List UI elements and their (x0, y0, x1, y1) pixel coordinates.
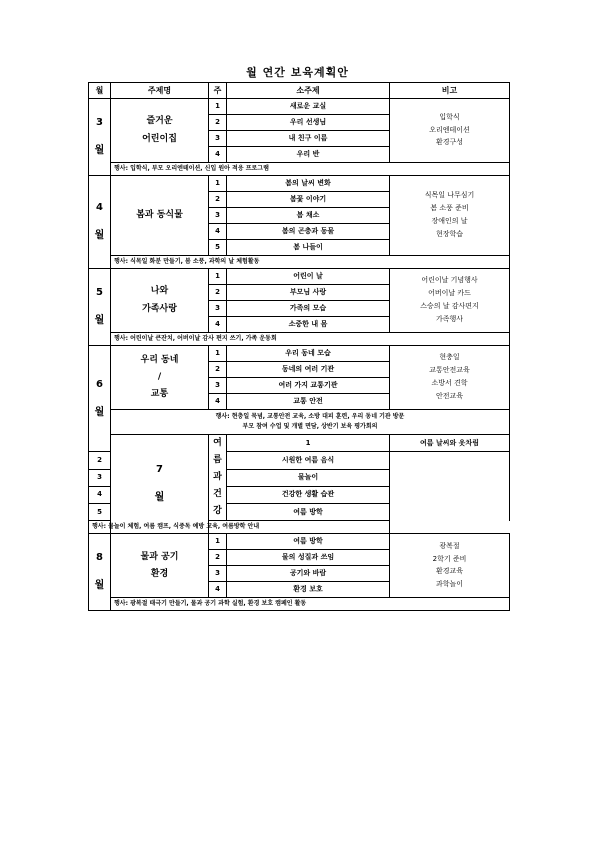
header-row (89, 83, 510, 99)
event-text: 행사: 물놀이 체험, 여름 캠프, 식중독 예방 교육, 여름방학 안내 (92, 523, 260, 531)
note-text: 어버이날 카드 (428, 289, 471, 298)
topic-cell: 교통 안전 (227, 394, 390, 410)
topic-cell: 우리 동네 모습 (227, 346, 390, 362)
month-cell (111, 435, 209, 534)
note-cell (390, 346, 510, 410)
note-text: 광복절 (439, 541, 460, 550)
week-number: 3 (209, 208, 227, 224)
week-number: 3 (209, 131, 227, 147)
week-number: 2 (89, 452, 111, 469)
topic-cell: 여름 날씨와 옷차림 (390, 435, 510, 452)
week-number: 1 (209, 534, 227, 550)
note-text: 봄 소풍 준비 (430, 204, 469, 213)
header-week: 주 (209, 83, 227, 99)
week-number: 3 (89, 469, 111, 486)
week-row (89, 346, 510, 362)
event-cell (111, 163, 510, 176)
header-note: 비고 (390, 83, 510, 99)
note-text: 과학놀이 (435, 580, 464, 589)
event-text: 행사: 어린이날 큰잔치, 어버이날 감사 편지 쓰기, 가족 운동회 (114, 335, 277, 342)
event-cell (89, 521, 390, 534)
week-number: 2 (209, 362, 227, 378)
topic-cell: 여름 방학 (227, 504, 390, 521)
topic-cell: 가족의 모습 (227, 301, 390, 317)
topic-cell: 시원한 여름 음식 (227, 452, 390, 469)
event-text: 행사: 광복절 태극기 만들기, 물과 공기 과학 실험, 환경 보호 캠페인 활동 (114, 600, 307, 608)
month-label: 월 (94, 145, 105, 156)
week-number: 5 (209, 240, 227, 256)
week-number: 1 (209, 346, 227, 362)
month-cell (89, 346, 111, 452)
event-row (89, 598, 510, 611)
topic-cell: 부모님 사랑 (227, 285, 390, 301)
month-label: 8 (96, 552, 103, 564)
week-number: 3 (209, 566, 227, 582)
event-row (89, 410, 510, 435)
week-number: 3 (209, 378, 227, 394)
month-cell (89, 99, 111, 176)
theme-cell (111, 346, 209, 410)
theme-cell (111, 269, 209, 333)
topic-cell: 봄 나들이 (227, 240, 390, 256)
week-number: 4 (89, 486, 111, 503)
note-text: 오리엔테이션 (429, 125, 470, 134)
header-topic: 소주제 (227, 83, 390, 99)
note-text: 가족행사 (435, 314, 464, 323)
topic-cell: 물의 성질과 쓰임 (227, 550, 390, 566)
note-text: 스승의 날 감사편지 (420, 302, 479, 310)
week-number: 1 (209, 99, 227, 115)
note-text: 식목일 나무심기 (424, 191, 475, 200)
topic-cell: 봄 채소 (227, 208, 390, 224)
theme-text: 즐거운 (146, 116, 173, 127)
topic-cell: 여러 가지 교통기관 (227, 378, 390, 394)
topic-cell: 여름 방학 (227, 534, 390, 550)
annual-plan-table (88, 82, 510, 611)
theme-text: 교통 (150, 389, 169, 400)
month-label: 6 (96, 378, 103, 390)
note-text: 2학기 준비 (432, 554, 467, 563)
theme-text: 환경 (150, 568, 169, 579)
week-number: 4 (209, 582, 227, 598)
month-cell (89, 534, 111, 611)
note-text: 환경교육 (435, 567, 464, 576)
topic-cell: 봄꽃 이야기 (227, 192, 390, 208)
week-number: 4 (209, 147, 227, 163)
topic-cell: 공기와 바람 (227, 566, 390, 582)
theme-cell (111, 534, 209, 598)
theme-text: 나와 (150, 286, 169, 297)
topic-cell: 새로운 교실 (227, 99, 390, 115)
month-label: 월 (154, 492, 165, 504)
topic-cell: 물놀이 (227, 469, 390, 486)
header-theme: 주제명 (111, 83, 209, 99)
theme-cell (111, 176, 209, 256)
note-cell (390, 269, 510, 333)
event-cell (111, 333, 510, 346)
theme-text: / (157, 371, 162, 382)
theme-text: 여름과 건강 (213, 438, 222, 517)
note-text: 교통안전교육 (429, 366, 470, 375)
header-month: 월 (89, 83, 111, 99)
theme-text: 봄과 동식물 (136, 209, 183, 220)
note-text: 안전교육 (435, 391, 464, 400)
event-text: 행사: 현충일 묵념, 교통안전 교육, 소방 대피 훈련, 우리 동네 기관 방문 (215, 412, 405, 420)
note-text: 장애인의 날 (431, 217, 468, 225)
event-row (89, 521, 510, 534)
theme-text: 물과 공기 (140, 551, 179, 562)
month-label: 월 (94, 230, 105, 241)
week-row (89, 269, 510, 285)
note-text: 소방서 견학 (431, 379, 468, 387)
week-number: 3 (209, 301, 227, 317)
week-number: 2 (209, 192, 227, 208)
event-row (89, 163, 510, 176)
event-cell (111, 598, 510, 611)
topic-cell: 어린이 날 (227, 269, 390, 285)
week-number: 2 (209, 550, 227, 566)
topic-cell: 소중한 내 몸 (227, 317, 390, 333)
week-row (89, 99, 510, 115)
event-row (89, 333, 510, 346)
note-text: 현충일 (439, 353, 460, 362)
theme-text: 가족사랑 (142, 303, 177, 314)
note-text: 어린이날 기념행사 (421, 276, 478, 285)
note-cell (390, 176, 510, 256)
theme-text: 우리 동네 (140, 354, 179, 365)
document-title: 월 연간 보육계획안 (246, 66, 349, 79)
topic-cell: 건강한 생활 습관 (227, 486, 390, 503)
event-cell (111, 256, 510, 269)
month-label: 월 (94, 315, 105, 326)
week-number: 4 (209, 394, 227, 410)
month-cell (89, 176, 111, 269)
topic-cell: 환경 보호 (227, 582, 390, 598)
topic-cell: 우리 반 (227, 147, 390, 163)
event-text-2: 부모 참여 수업 및 개별 면담, 상반기 보육 평가회의 (242, 423, 378, 430)
theme-cell (111, 99, 209, 163)
topic-cell: 우리 선생님 (227, 115, 390, 131)
week-number: 2 (209, 115, 227, 131)
topic-cell: 봄의 날씨 변화 (227, 176, 390, 192)
month-label: 월 (94, 406, 105, 418)
month-label: 5 (96, 287, 103, 298)
week-number: 5 (89, 504, 111, 521)
month-label: 4 (96, 202, 103, 213)
week-number: 1 (227, 435, 390, 452)
week-number: 4 (209, 317, 227, 333)
event-text: 행사: 입학식, 부모 오리엔테이션, 신입 원아 적응 프로그램 (114, 165, 269, 172)
week-number: 1 (209, 176, 227, 192)
note-text: 현장학습 (435, 229, 464, 238)
note-cell (390, 534, 510, 598)
month-cell (89, 269, 111, 346)
week-row (89, 176, 510, 192)
theme-text: 어린이집 (142, 133, 177, 144)
week-row (89, 534, 510, 550)
theme-cell (209, 435, 227, 521)
note-text: 입학식 (439, 112, 460, 121)
note-text: 환경구성 (435, 138, 464, 147)
note-cell (390, 99, 510, 163)
week-number: 2 (209, 285, 227, 301)
week-row (89, 435, 510, 452)
week-number: 4 (209, 224, 227, 240)
month-label: 월 (94, 580, 105, 592)
event-text: 행사: 식목일 화분 만들기, 봄 소풍, 과학의 날 체험활동 (114, 258, 260, 265)
month-label: 7 (156, 464, 163, 476)
topic-cell: 동네의 여러 기관 (227, 362, 390, 378)
week-number: 1 (209, 269, 227, 285)
event-row (89, 256, 510, 269)
event-cell (111, 410, 510, 435)
topic-cell: 봄의 곤충과 동물 (227, 224, 390, 240)
topic-cell: 내 친구 이름 (227, 131, 390, 147)
month-label: 3 (96, 117, 103, 128)
